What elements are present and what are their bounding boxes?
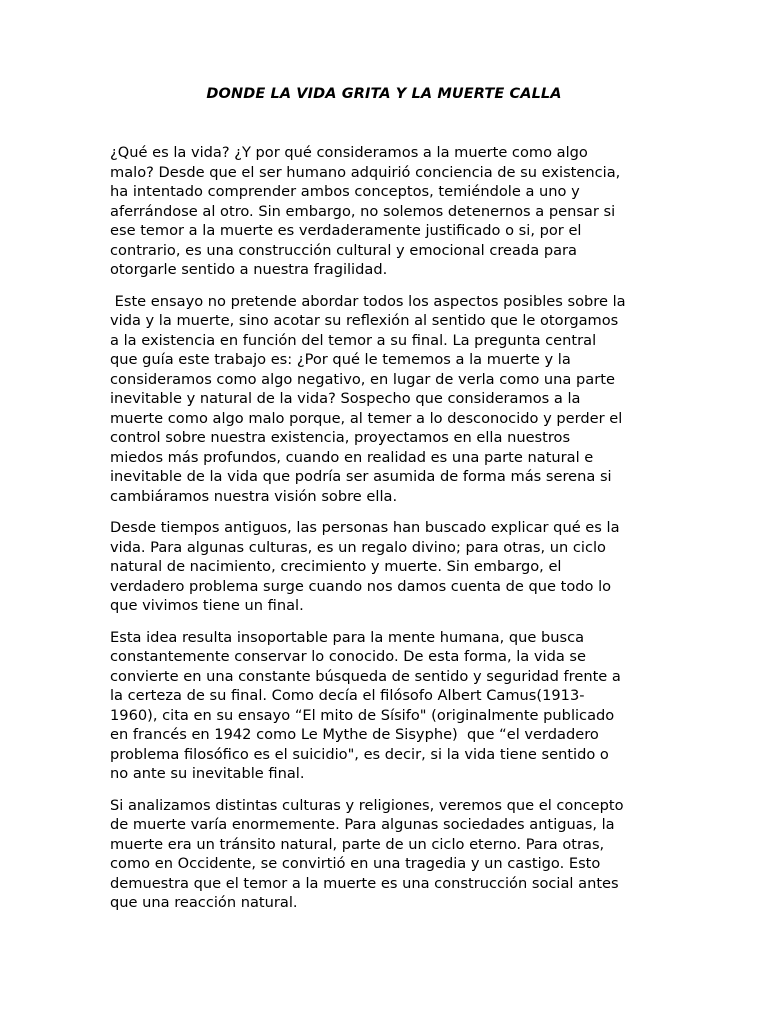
text-line: vida. Para algunas culturas, es un regalo divino; para otras, un ciclo <box>110 538 606 556</box>
text-line: problema filosófico es el suicidio", es decir, si la vida tiene sentido o <box>110 745 609 763</box>
text-line: como en Occidente, se convirtió en una tragedia y un castigo. Esto <box>110 855 601 872</box>
text-line: convierte en una constante búsqueda de sentido y seguridad frente a <box>110 667 621 685</box>
text-line: Si analizamos distintas culturas y religiones, veremos que el concepto <box>110 796 624 814</box>
text-line: otorgarle sentido a nuestra fragilidad. <box>110 261 388 278</box>
text-line: consideramos como algo negativo, en lugar de verla como una parte <box>110 370 615 388</box>
document-body <box>110 143 670 925</box>
text-line: constantemente conservar lo conocido. De esta forma, la vida se <box>110 648 586 665</box>
text-line: que vivimos tiene un final. <box>110 597 304 614</box>
text-line: contrario, es una construcción cultural y emocional creada para <box>110 241 577 259</box>
text-line: Esta idea resulta insoportable para la mente humana, que busca <box>110 628 585 646</box>
text-line: a la existencia en función del temor a su final. La pregunta central <box>110 331 597 349</box>
text-line: ese temor a la muerte es verdaderamente justificado o si, por el <box>110 222 582 239</box>
paragraph <box>110 143 670 280</box>
text-line: natural de nacimiento, crecimiento y muerte. Sin embargo, el <box>110 558 562 575</box>
text-line: verdadero problema surge cuando nos damos cuenta de que todo lo <box>110 577 612 595</box>
text-line: ¿Qué es la vida? ¿Y por qué consideramos a la muerte como algo <box>110 144 588 161</box>
text-line: inevitable y natural de la vida? Sospecho que consideramos a la <box>110 390 581 407</box>
text-line: 1960), cita en su ensayo “El mito de Sísifo" (originalmente publicado <box>110 706 615 724</box>
text-line: en francés en 1942 como Le Mythe de Sisyphe) que “el verdadero <box>110 726 599 743</box>
text-line: vida y la muerte, sino acotar su reflexión al sentido que le otorgamos <box>110 312 619 329</box>
text-line: inevitable de la vida que podría ser asumida de forma más serena si <box>110 468 612 485</box>
text-line: ha intentado comprender ambos conceptos, temiéndole a uno y <box>110 183 580 200</box>
document-title: DONDE LA VIDA GRITA Y LA MUERTE CALLA <box>206 86 562 102</box>
paragraph <box>110 292 670 507</box>
text-line: de muerte varía enormemente. Para algunas sociedades antiguas, la <box>110 816 615 833</box>
text-line: muerte era un tránsito natural, parte de un ciclo eterno. Para otras, <box>110 835 605 853</box>
paragraph <box>110 518 670 616</box>
text-line: malo? Desde que el ser humano adquirió conciencia de su existencia, <box>110 163 621 181</box>
paragraph <box>110 628 670 784</box>
paragraph <box>110 796 670 913</box>
text-line: control sobre nuestra existencia, proyectamos en ella nuestros <box>110 429 571 446</box>
text-line: cambiáramos nuestra visión sobre ella. <box>110 487 398 505</box>
text-line: aferrándose al otro. Sin embargo, no solemos detenernos a pensar si <box>110 202 616 220</box>
text-line: la certeza de su final. Como decía el filósofo Albert Camus(1913- <box>110 687 585 704</box>
text-line: demuestra que el temor a la muerte es una construcción social antes <box>110 874 619 892</box>
text-line: miedos más profundos, cuando en realidad es una parte natural e <box>110 448 594 466</box>
text-line: Este ensayo no pretende abordar todos los aspectos posibles sobre la <box>110 292 626 310</box>
text-line: Desde tiempos antiguos, las personas han buscado explicar qué es la <box>110 519 620 536</box>
text-line: no ante su inevitable final. <box>110 765 305 782</box>
text-line: que guía este trabajo es: ¿Por qué le tememos a la muerte y la <box>110 351 571 368</box>
text-line: que una reacción natural. <box>110 894 298 911</box>
text-line: muerte como algo malo porque, al temer a lo desconocido y perder el <box>110 409 623 427</box>
